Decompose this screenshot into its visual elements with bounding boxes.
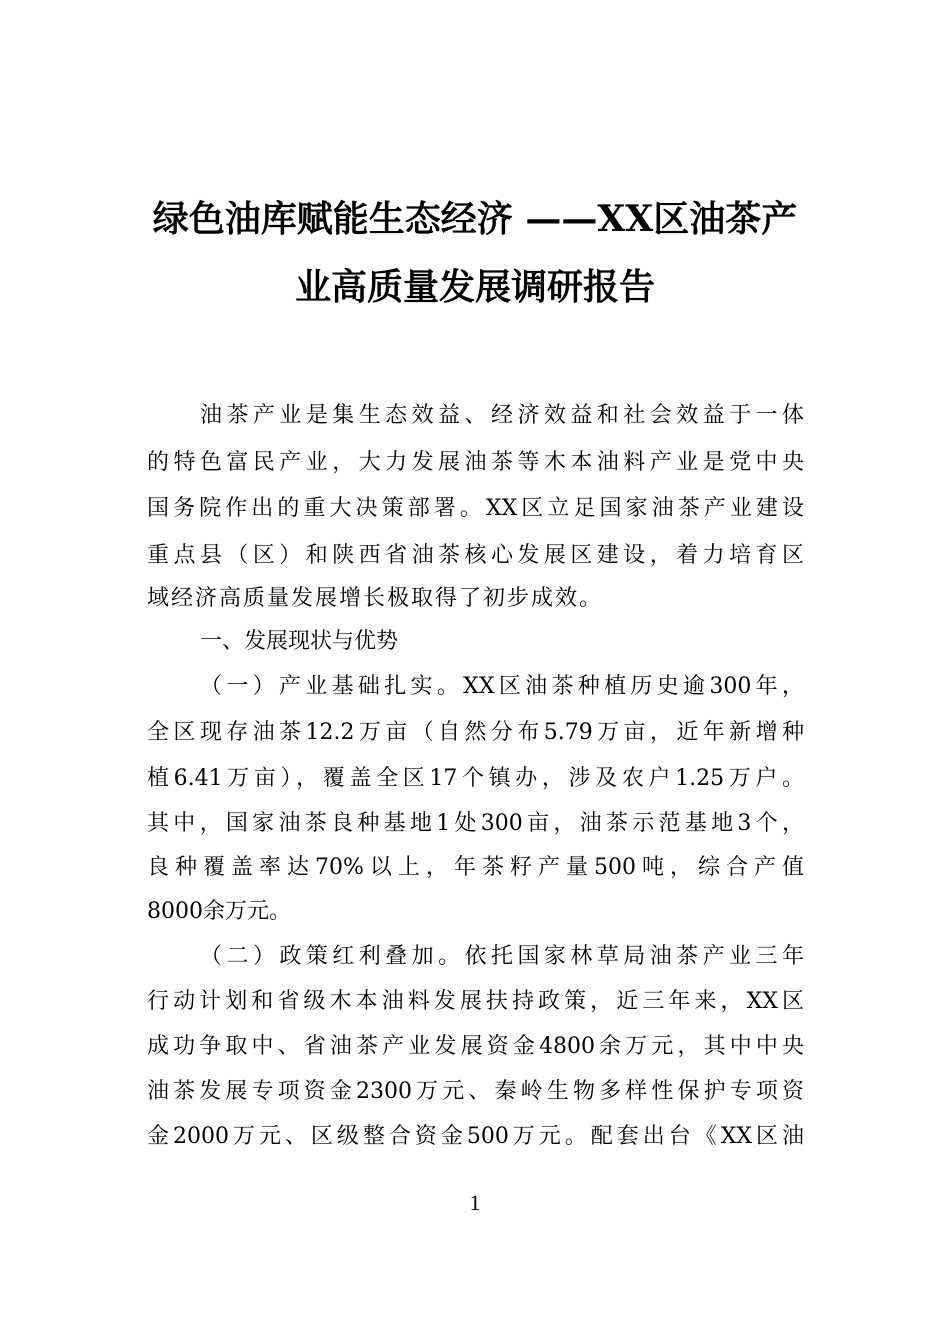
intro-paragraph-line: 油茶产业是集生态效益、经济效益和社会效益于一体 (200, 403, 804, 428)
intro-paragraph-line: 的特色富民产业，大力发展油茶等木本油料产业是党中央 (147, 450, 804, 475)
intro-paragraph-line: 国务院作出的重大决策部署。XX区立足国家油茶产业建设 (147, 496, 804, 521)
subsection-2-line: 金2000万元、区级整合资金500万元。配套出台《XX区油 (147, 1124, 804, 1149)
subsection-1-line: 全区现存油茶12.2万亩（自然分布5.79万亩，近年新增种 (147, 720, 804, 745)
page-number: 1 (469, 1190, 481, 1215)
subsection-2-line: 行动计划和省级木本油料发展扶持政策，近三年来，XX区 (147, 989, 804, 1014)
subsection-1-line: （一）产业基础扎实。XX区油茶种植历史逾300年， (200, 674, 804, 699)
subsection-2-line: 成功争取中、省油茶产业发展资金4800余万元，其中中央 (147, 1034, 804, 1059)
subsection-1-line: 其中，国家油茶良种基地1处300亩，油茶示范基地3个， (147, 811, 804, 836)
document-title-line-1: 绿色油库赋能生态经济 ——XX区油茶产 (152, 198, 798, 240)
intro-paragraph-line: 重点县（区）和陕西省油茶核心发展区建设，着力培育区 (147, 543, 804, 568)
subsection-2-line: 油茶发展专项资金2300万元、秦岭生物多样性保护专项资 (147, 1079, 804, 1104)
subsection-2-line: （二）政策红利叠加。依托国家林草局油茶产业三年 (200, 944, 804, 969)
subsection-1-line: 良种覆盖率达70%以上，年茶籽产量500吨，综合产值 (147, 855, 804, 880)
subsection-1-line: 8000余万元。 (147, 899, 291, 924)
section-heading: 一、发展现状与优势 (200, 629, 399, 654)
intro-paragraph-line: 域经济高质量发展增长极取得了初步成效。 (147, 586, 604, 611)
document-title-line-2: 业高质量发展调研报告 (294, 266, 655, 308)
subsection-1-line: 植6.41万亩），覆盖全区17个镇办，涉及农户1.25万户。 (147, 766, 804, 791)
